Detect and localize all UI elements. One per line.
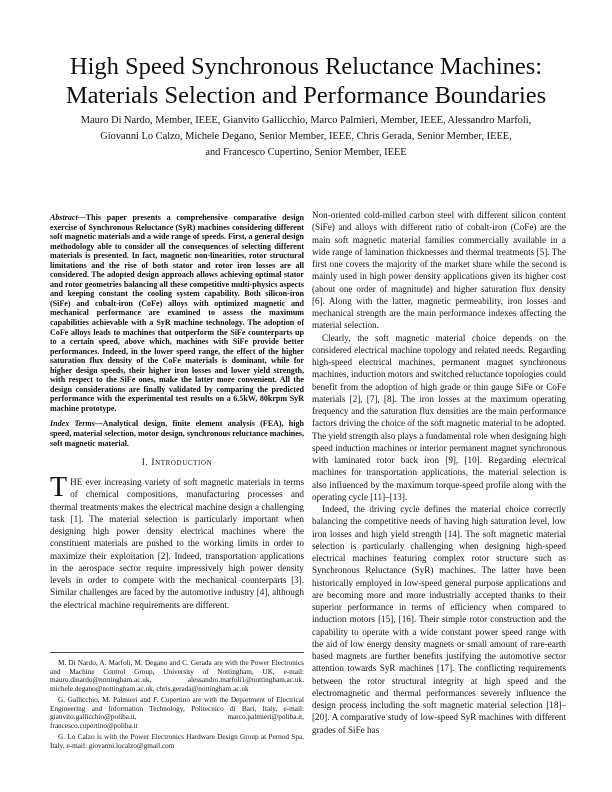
index-terms-label: Index Terms bbox=[50, 419, 95, 429]
footnotes bbox=[50, 652, 304, 753]
authors-line-1: Mauro Di Nardo, Member, IEEE, Gianvito Gallicchio, Marco Palmieri, Member, IEEE, Alessandro Marfoli, bbox=[80, 115, 532, 126]
right-paragraph-2: Clearly, the soft magnetic material choice depends on the considered electrical machine topology and related needs. Regarding high-speed electrical machines, permanent magnet synchronous machines, induction motors and switched reluctance topologies could benefit from the adoption of high grade or thin gauge SiFe or CoFe materials [2], [7], [8]. The iron losses at the maximum operating frequency and the saturation flux densities are the main performance factors driving the choice of the soft magnetic material to be adopted. The yield strength also plays a fundamental role when designing high speed induction machines or interior permanent magnet synchronous with laminated rotor back iron [9], [10]. Regarding electrical machines for transportation applications, the material selection is also influenced by the maximum torque-speed profile along with the operating cycle [11]–[13]. bbox=[312, 332, 566, 502]
index-terms-text: —Analytical design, finite element analysis (FEA), high speed, material selection, motor design, synchronous reluctance machines, soft magnetic material. bbox=[50, 419, 305, 448]
section-heading-introduction: I. Introduction bbox=[141, 458, 213, 469]
right-column bbox=[312, 209, 566, 736]
right-paragraph-1: Non-oriented cold-milled carbon steel with different silicon content (SiFe) and alloys with different ratio of cobalt-iron (CoFe) are the main soft magnetic material families commercially available in a wide range of lamination thicknesses and thermal treatments [5]. The first one covers the majority of the market share while the second is mainly used in high power density applications given its higher cost (about one order of magnitude) and higher saturation flux density [6]. Along with the latter, magnetic permeability, iron losses and mechanical strength are the main performance indexes affecting the material selection. bbox=[312, 210, 566, 331]
paper-title bbox=[40, 52, 572, 110]
drop-cap: T bbox=[50, 472, 68, 504]
authors-line-2: Giovanni Lo Calzo, Michele Degano, Senior Member, IEEE, Chris Gerada, Senior Member, IEEE, bbox=[100, 131, 512, 142]
abstract-label: Abstract bbox=[50, 213, 78, 222]
title-line-1: High Speed Synchronous Reluctance Machines: bbox=[69, 53, 543, 80]
introduction-body bbox=[50, 472, 304, 611]
left-column bbox=[50, 213, 304, 611]
authors-line-3: and Francesco Cupertino, Senior Member, IEEE bbox=[205, 147, 407, 158]
footnote-2: G. Gallicchio, M. Palmieri and F. Cupertino are with the Department of Electrical Engineering and Information Technology, Politecnico di Bari, Italy, e-mail: gianvito.gallicchio@poliba.it, marco.palmieri@poliba.it, francesco.cupertino@poliba.it bbox=[50, 696, 304, 730]
footnote-3: G. Lo Calzo is with the Power Electronics Hardware Design Group at Pernod Spa, Italy, e-mail: giovanni.localzo@gmail.com bbox=[50, 733, 304, 750]
footnote-1: M. Di Nardo, A. Marfoli, M. Degano and C. Gerada are with the Power Electronics and Machine Control Group, University of Nottingham, UK, e-mail: mauro.dinardo@nottingham.ac.uk, alessandro.marfoli1@nottingham.ac.uk, michele.degano@nottingham.ac.uk, chris.gerada@nottingham.ac.uk bbox=[50, 659, 304, 693]
title-line-2: Materials Selection and Performance Boundaries bbox=[65, 82, 547, 109]
intro-paragraph-1 bbox=[50, 472, 304, 611]
intro-paragraph-1-text: HE ever increasing variety of soft magnetic materials in terms of chemical compositions, manufacturing processes and thermal treatments makes the electrical machine design a challenging task [1]. The material selection is particularly important when designing high power density electrical machines where the constituent materials are pushed to the working limits in order to maximize their exploitation [2]. Indeed, transportation applications in the aerospace sector require impressively high power density levels in order to compete with the mechanical counterparts [3]. Similar challenges are faced by the automotive industry [4], although the electrical machine requirements are different. bbox=[50, 477, 304, 610]
right-paragraph-3: Indeed, the driving cycle defines the material choice correctly balancing the competitive needs of having high saturation level, low iron losses and high yield strength [14]. The soft magnetic material selection is particularly challenging when designing high-speed electrical machines featuring complex rotor structure such as Synchronous Reluctance (SyR) machines. The latter have been historically employed in low-speed general purpose applications and are becoming more and more industrially accepted thanks to their superior performance in terms of efficiency when compared to induction motors [15], [16]. Their simple rotor construction and the capability to operate with a wide constant power speed range with the aid of low energy density magnets or small amount of rare-earth based magnets are further benefits justifying the automotive sector attention towards SyR machines [17]. The conflicting requirements between the rotor structural integrity at high speed and the electromagnetic and thermal performances severely influence the design process including the soft magnetic material selection [18]–[20]. A comparative study of low-speed SyR machines with different grades of SiFe has bbox=[312, 504, 566, 735]
abstract bbox=[50, 213, 304, 413]
abstract-text: —This paper presents a comprehensive comparative design exercise of Synchronous Reluctance (SyR) machines considering different soft magnetic materials and a wide range of speeds. First, a general design methodology able to consider all the consequences of selecting different materials is presented. In fact, magnetic non-linearities, rotor structural limitations and the rise of both stator and rotor iron losses are all considered. The adopted design approach allows achieving optimal stator and rotor geometries balancing all these competitive multi-physics aspects and keeping constant the cooling system capability. Both silicon-iron (SiFe) and cobalt-iron (CoFe) alloys with optimized magnetic and mechanical performance are examined to assess the maximum capabilities achievable with a SyR machine technology. The adoption of CoFe alloys leads to machines that outperform the SiFe counterparts up to a certain speed, above which, machines with SiFe provide better performances. Indeed, in the lower speed range, the effect of the higher saturation flux density of the CoFe materials is dominant, while for higher design speeds, their higher iron losses and lower yield strength, with respect to the SiFe ones, make the latter more convenient. All the design considerations are finally validated by comparing the predicted performance with the experimental test results on a 6.5kW, 80krpm SyR machine prototype. bbox=[50, 213, 304, 413]
index-terms bbox=[50, 419, 304, 448]
author-list bbox=[60, 113, 552, 161]
